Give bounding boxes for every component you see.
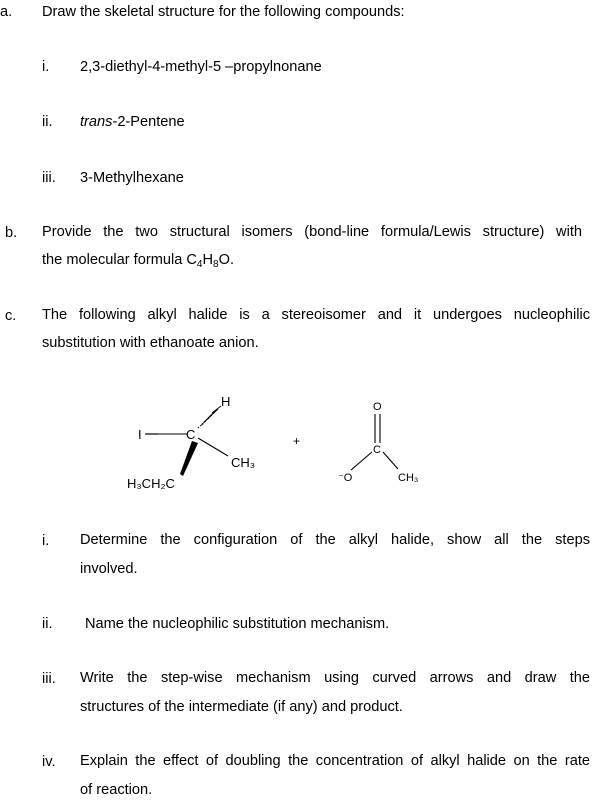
carbon-label: C — [186, 427, 196, 442]
question-c-line2: substitution with ethanoate anion. — [42, 335, 259, 351]
question-a-marker: a. — [0, 4, 13, 20]
compound-name: -2-Pentene — [112, 114, 185, 130]
question-c-item-number: iv. — [42, 754, 56, 770]
carbonyl-carbon-label: C — [373, 444, 381, 456]
c-ch3-bond-acetate — [383, 452, 398, 469]
question-c-item-line1: Name the nucleophilic substitution mechanism. — [85, 616, 390, 632]
question-c-line1: The following alkyl halide is a stereoisomer and it undergoes nucleophilic — [42, 307, 590, 323]
question-c-item-number: i. — [42, 533, 50, 549]
formula-subscript: 8 — [213, 259, 219, 270]
question-c-marker: c. — [5, 308, 17, 324]
carbonyl-oxygen-label: O — [373, 401, 382, 413]
acetate-methyl-label: CH₃ — [398, 472, 419, 484]
question-c-item-number: ii. — [42, 616, 53, 632]
oxide-label: ⁻O — [338, 472, 353, 484]
hydrogen-label: H — [221, 394, 231, 409]
c-o-single-bond — [351, 452, 372, 470]
formula-subscript: 4 — [196, 259, 203, 270]
formula-text: O. — [218, 252, 234, 268]
question-a-item-text: 2,3-diethyl-4-methyl-5 –propylnonane — [80, 59, 322, 75]
trans-prefix: trans — [80, 114, 113, 130]
question-c-item-line2: involved. — [80, 561, 138, 577]
formula-text: H — [202, 252, 214, 268]
solid-wedge-bond — [180, 441, 198, 476]
question-a-prompt: Draw the skeletal structure for the following compounds: — [42, 4, 405, 20]
question-a-item-text: 3-Methylhexane — [80, 170, 184, 186]
plus-sign: + — [293, 434, 301, 448]
question-a-item-number: ii. — [42, 114, 53, 130]
question-a-item-number: iii. — [42, 170, 56, 186]
formula-text: the molecular formula C — [42, 252, 197, 268]
hashed-wedge-bond — [198, 406, 221, 428]
methyl-label: CH₃ — [231, 455, 256, 470]
question-c-item-line1: Determine the configuration of the alkyl halide, show all the steps — [80, 532, 590, 548]
iodine-label: I — [138, 427, 142, 442]
c-ch3-bond — [198, 438, 228, 456]
question-a-item-number: i. — [42, 59, 50, 75]
question-c-item-line1: Explain the effect of doubling the concentration of alkyl halide on the rate — [80, 753, 590, 769]
question-c-item-number: iii. — [42, 671, 56, 687]
question-c-item-line1: Write the step-wise mechanism using curved arrows and draw the — [80, 670, 590, 686]
ethyl-label: H₃CH₂C — [127, 476, 175, 491]
question-b-marker: b. — [5, 225, 18, 241]
question-b-line1: Provide the two structural isomers (bond-line formula/Lewis structure) with — [42, 224, 582, 240]
question-c-item-line2: of reaction. — [80, 782, 153, 798]
question-c-item-line2: structures of the intermediate (if any) and product. — [80, 699, 403, 715]
